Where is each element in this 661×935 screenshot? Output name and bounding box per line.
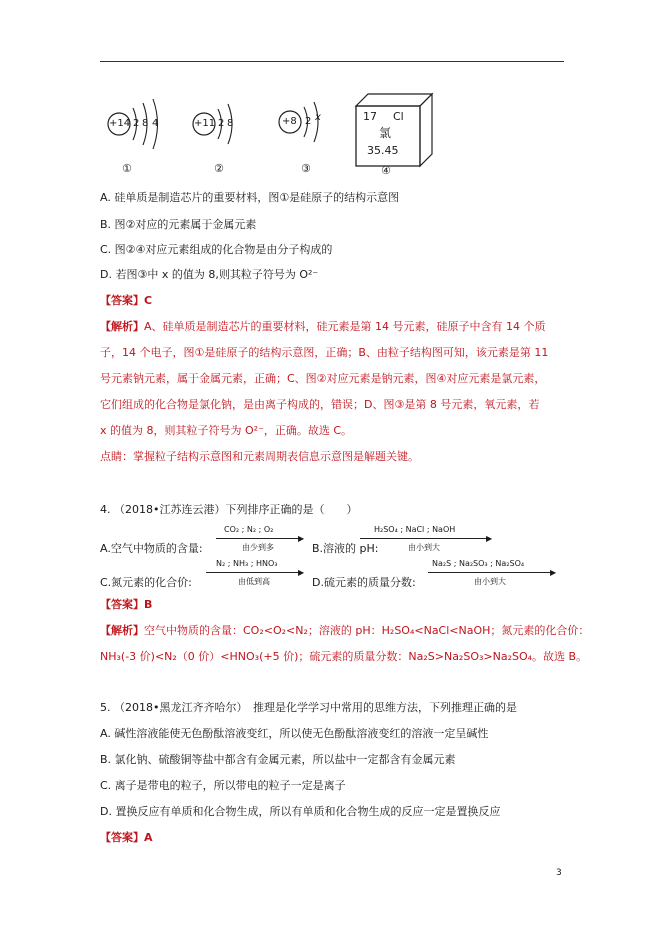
q4-b-bottom: 由小到大 [408, 543, 440, 552]
atom2-shell2: 8 [227, 118, 234, 129]
q4-analysis-text-1: 空气中物质的含量：CO₂<O₂<N₂；溶液的 pH：H₂SO₄<NaCl<NaOH；氮元素的化合价： [144, 624, 590, 637]
element-mass: 35.45 [367, 144, 399, 157]
q4-analysis-line-2: NH₃(-3 价)<N₂（0 价）<HNO₃(+5 价)；硫元素的质量分数：Na₂S>Na₂SO₃>Na₂SO₄。故选 B。 [100, 650, 588, 663]
q4-option-c-diagram [202, 559, 306, 593]
q5-stem: 5. （2018•黑龙江齐齐哈尔） 推理是化学学习中常用的思维方法，下列推理正确的是 [100, 701, 517, 714]
q4-c-top: N₂ ; NH₃ ; HNO₃ [216, 559, 278, 568]
q4-a-bottom: 由少到多 [242, 543, 274, 552]
q4-a-arrow-line [216, 538, 302, 539]
q4-c-bottom: 由低到高 [238, 577, 270, 586]
atom2-label: ② [214, 162, 224, 175]
q3-analysis-line-1 [100, 320, 546, 334]
q4-analysis-line-1 [100, 624, 589, 638]
atom3-nucleus: +8 [282, 116, 297, 127]
q4-option-a-diagram [212, 525, 304, 559]
q5-option-a: A. 碱性溶液能使无色酚酞溶液变红，所以使无色酚酞溶液变红的溶液一定呈碱性 [100, 727, 489, 740]
atom2-nucleus: +11 [194, 118, 216, 129]
q4-answer: 【答案】B [100, 598, 153, 611]
atom1-shell3: 4 [152, 118, 159, 129]
atom3-shell2: x [315, 112, 321, 123]
atom1-nucleus: +14 [109, 118, 131, 129]
q5-option-b: B. 氯化钠、硫酸铜等盐中都含有金属元素，所以盐中一定都含有金属元素 [100, 753, 456, 766]
header-rule [100, 61, 564, 62]
atom3-shell1: 2 [305, 116, 312, 127]
atom1-shell2: 8 [142, 118, 149, 129]
element-name: 氯 [379, 126, 392, 140]
q4-d-bottom: 由小到大 [474, 577, 506, 586]
q4-option-b: B.溶液的 pH: [312, 542, 379, 555]
q4-analysis-label: 【解析】 [100, 624, 144, 637]
q3-answer: 【答案】C [100, 294, 153, 307]
q3-analysis-line-5: x 的值为 8，则其粒子符号为 O²⁻，正确。故选 C。 [100, 424, 353, 437]
q3-analysis-line-2: 子，14 个电子，图①是硅原子的结构示意图，正确；B、由粒子结构图可知，该元素是第 11 [100, 346, 549, 359]
page-number: 3 [556, 868, 562, 878]
q4-option-a: A.空气中物质的含量: [100, 542, 203, 555]
q4-d-arrow-line [428, 572, 554, 573]
atom3-label: ③ [301, 162, 311, 175]
q3-analysis-label: 【解析】 [100, 320, 144, 333]
element-number: 17 [363, 110, 377, 123]
q4-a-top: CO₂ ; N₂ ; O₂ [224, 525, 274, 534]
atom2-shell1: 2 [218, 118, 225, 129]
q3-option-c: C. 图②④对应元素组成的化合物是由分子构成的 [100, 243, 333, 256]
atom1-shell1: 2 [133, 118, 140, 129]
q3-tip: 点睛：掌握粒子结构示意图和元素周期表信息示意图是解题关键。 [100, 450, 419, 463]
q4-b-arrowhead-icon: ▶ [486, 534, 493, 543]
atom-structure-figure [100, 84, 460, 176]
q3-analysis-text-1: A、硅单质是制造芯片的重要材料，硅元素是第 14 号元素，硅原子中含有 14 个质 [144, 320, 546, 333]
element-symbol: Cl [393, 110, 404, 123]
q4-option-d-diagram [426, 559, 560, 593]
q4-stem: 4. （2018•江苏连云港）下列排序正确的是（ ） [100, 503, 358, 516]
q4-option-b-diagram [356, 525, 496, 559]
q4-d-arrowhead-icon: ▶ [550, 568, 557, 577]
q4-b-arrow-line [360, 538, 490, 539]
atom1-label: ① [122, 162, 132, 175]
q4-option-d: D.硫元素的质量分数: [312, 576, 416, 589]
q3-analysis-line-4: 它们组成的化合物是氯化钠，是由离子构成的，错误；D、图③是第 8 号元素，氧元素，若 [100, 398, 540, 411]
q4-d-top: Na₂S ; Na₂SO₃ ; Na₂SO₄ [432, 559, 525, 568]
q5-option-c: C. 离子是带电的粒子，所以带电的粒子一定是离子 [100, 779, 346, 792]
q5-answer: 【答案】A [100, 831, 153, 844]
q4-c-arrowhead-icon: ▶ [298, 568, 305, 577]
q3-option-d: D. 若图③中 x 的值为 8,则其粒子符号为 O²⁻ [100, 268, 319, 281]
q3-option-b: B. 图②对应的元素属于金属元素 [100, 218, 257, 231]
q5-option-d: D. 置换反应有单质和化合物生成，所以有单质和化合物生成的反应一定是置换反应 [100, 805, 501, 818]
q4-option-c: C.氮元素的化合价: [100, 576, 192, 589]
q3-analysis-line-3: 号元素钠元素，属于金属元素，正确；C、图②对应元素是钠元素，图④对应元素是氯元素， [100, 372, 546, 385]
q3-option-a: A. 硅单质是制造芯片的重要材料，图①是硅原子的结构示意图 [100, 191, 400, 204]
q4-b-top: H₂SO₄ ; NaCl ; NaOH [374, 525, 456, 534]
element-label: ④ [381, 164, 391, 177]
q4-c-arrow-line [206, 572, 302, 573]
q4-a-arrowhead-icon: ▶ [298, 534, 305, 543]
